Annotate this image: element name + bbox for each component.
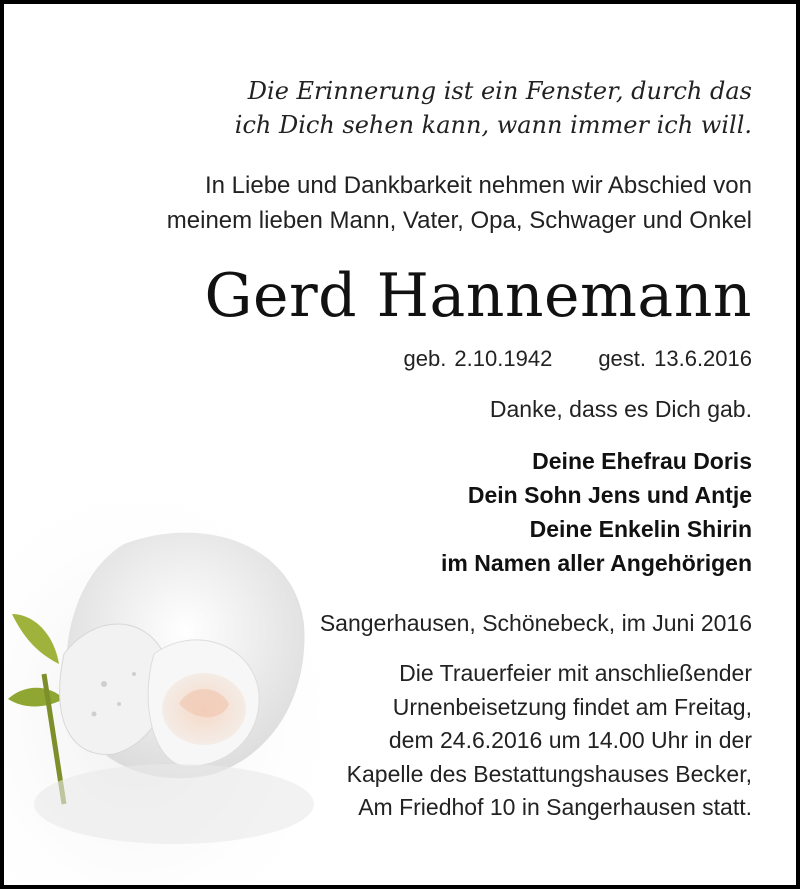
funeral-line: Die Trauerfeier mit anschließender (399, 660, 752, 686)
intro-line: meinem lieben Mann, Vater, Opa, Schwager und Onkel (166, 207, 752, 234)
funeral-line: Kapelle des Bestattungshauses Becker, (346, 760, 752, 787)
white-rose-image (4, 504, 334, 889)
quote (235, 74, 752, 142)
quote-line: Die Erinnerung ist ein Fenster, durch das (247, 77, 752, 105)
signer: Deine Enkelin Shirin (529, 516, 752, 542)
quote-line: ich Dich sehen kann, wann immer ich will. (234, 111, 752, 139)
signer: Dein Sohn Jens und Antje (467, 482, 752, 508)
birth-date: geb. 2.10.1942 (403, 346, 553, 371)
deceased-name: Gerd Hannemann (204, 261, 752, 331)
signer: Deine Ehefrau Doris (532, 448, 752, 474)
funeral-notice (347, 657, 752, 825)
farewell-intro (167, 168, 752, 238)
life-dates (404, 344, 753, 374)
intro-line: In Liebe und Dankbarkeit nehmen wir Abschied von (204, 172, 752, 199)
funeral-line: Urnenbeisetzung findet am Freitag, (392, 693, 752, 720)
death-date: gest. 13.6.2016 (598, 346, 752, 371)
thanks-line: Danke, dass es Dich gab. (489, 396, 752, 422)
funeral-line: dem 24.6.2016 um 14.00 Uhr in der (388, 727, 752, 753)
place-date: Sangerhausen, Schönebeck, im Juni 2016 (319, 610, 752, 636)
signer: im Namen aller Angehörigen (441, 550, 752, 576)
signers (441, 444, 752, 580)
funeral-line: Am Friedhof 10 in Sangerhausen statt. (358, 794, 752, 820)
